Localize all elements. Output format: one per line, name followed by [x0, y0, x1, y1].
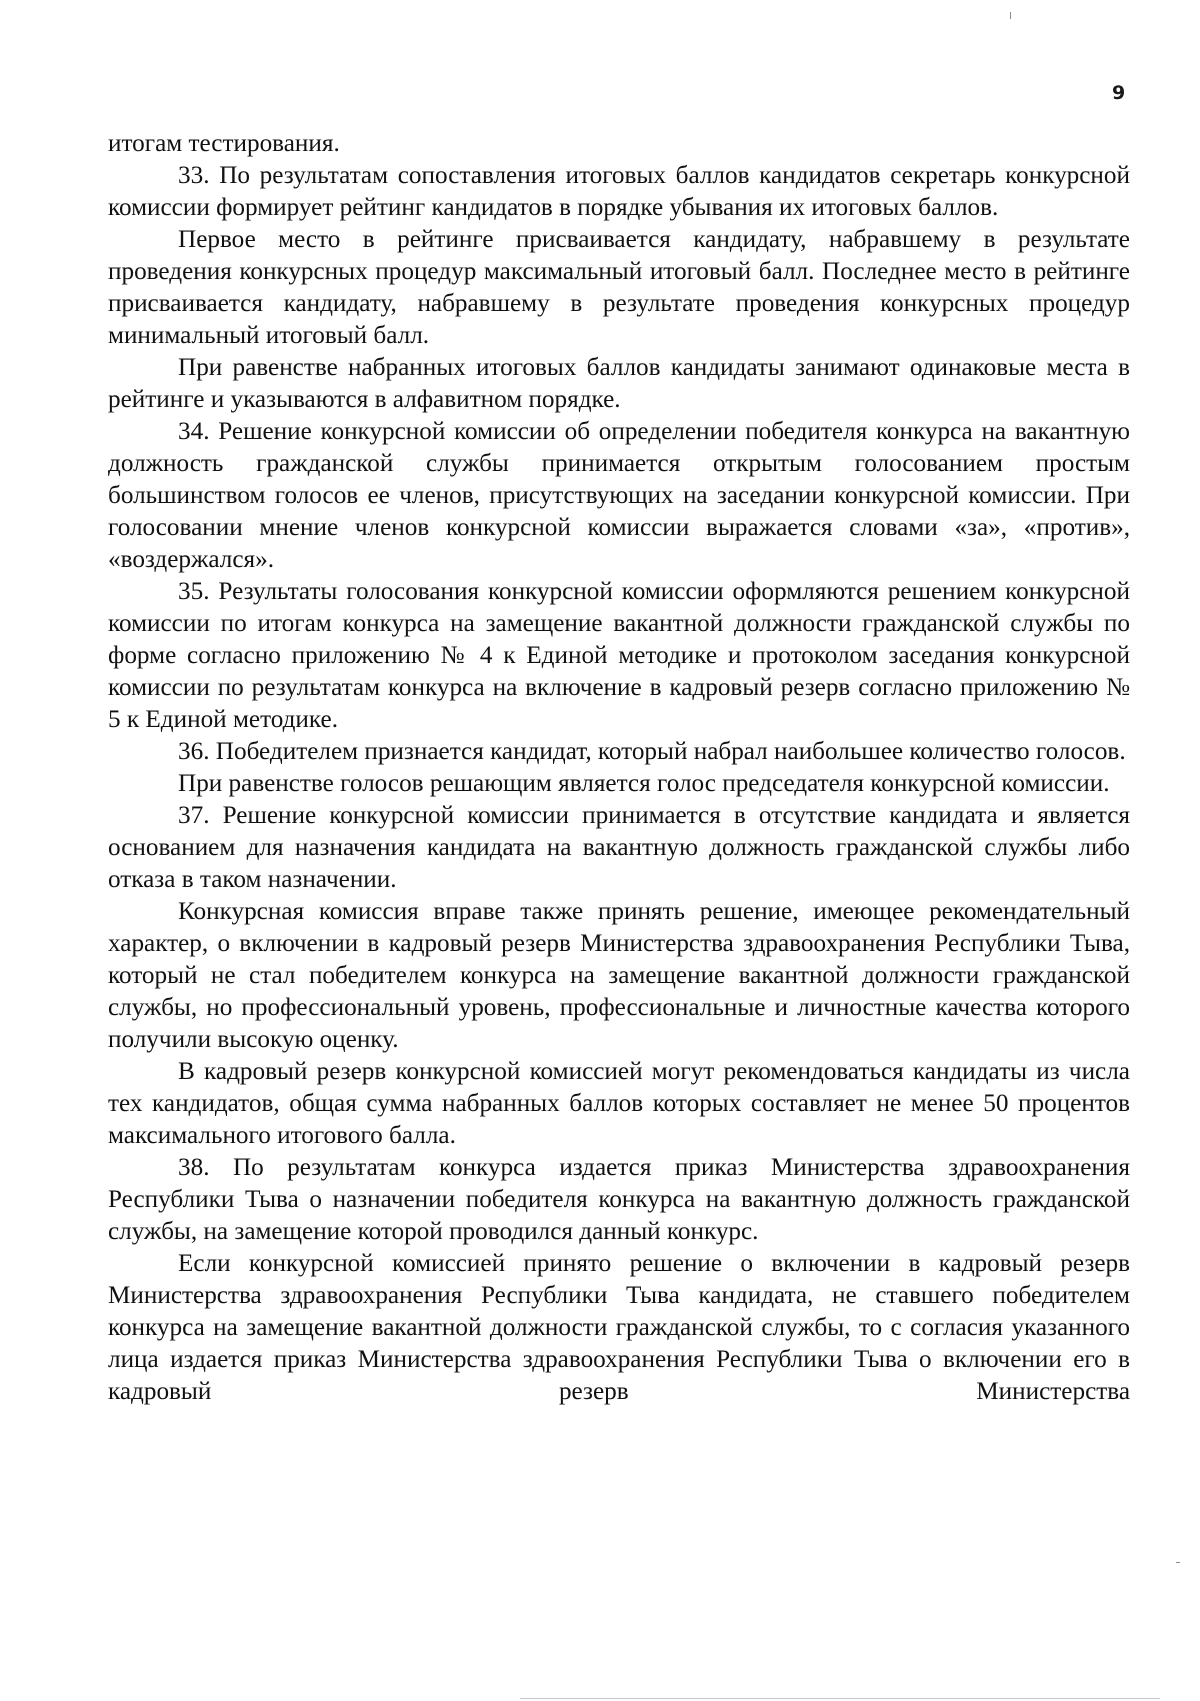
- page-number: 9: [1112, 82, 1126, 104]
- paragraph-rating-equal-scores: При равенстве набранных итоговых баллов кандидаты занимают одинаковые места в рейтинге и указываются в алфавитном порядке.: [108, 354, 1130, 413]
- paragraph-equal-votes: При равенстве голосов решающим является голос председателя конкурсной комиссии.: [178, 770, 1110, 797]
- paragraph-continuation: итогам тестирования.: [108, 130, 340, 157]
- paragraph-item-35: 35. Результаты голосования конкурсной комиссии оформляются решением конкурсной комиссии по итогам конкурса на замещение вакантной должности гражданской службы по форме согласно приложению № 4 к Единой методике и протоколом заседания конкурсной комиссии по результатам конкурса на включение в кадровый резерв согласно приложению № 5 к Единой методике.: [108, 578, 1130, 733]
- paragraph-item-34: 34. Решение конкурсной комиссии об определении победителя конкурса на вакантную должность гражданской службы принимается открытым голосованием простым большинством голосов ее членов, присутствующих на заседании конкурсной комиссии. При голосовании мнение членов конкурсной комиссии выражается словами «за», «против», «воздержался».: [108, 418, 1130, 573]
- scan-artifact-right-edge: [1176, 1562, 1180, 1563]
- scan-artifact-top-right: [1010, 12, 1011, 19]
- paragraph-item-33: 33. По результатам сопоставления итоговых баллов кандидатов секретарь конкурсной комиссии формирует рейтинг кандидатов в порядке убывания их итоговых баллов.: [108, 162, 1130, 221]
- scan-artifact-bottom-edge: [520, 1698, 1160, 1699]
- paragraph-reserve-order: Если конкурсной комиссией принято решение о включении в кадровый резерв Министерства здравоохранения Республики Тыва кандидата, не ставшего победителем конкурса на замещение вакантной должности гражданской службы, то с согласия указанного лица издается приказ Министерства здравоохранения Республики Тыва о включении его в кадровый резерв Министерства: [108, 1250, 1130, 1405]
- paragraph-reserve-threshold: В кадровый резерв конкурсной комиссией могут рекомендоваться кандидаты из числа тех кандидатов, общая сумма набранных баллов которых составляет не менее 50 процентов максимального итогового балла.: [108, 1058, 1130, 1149]
- paragraph-item-38: 38. По результатам конкурса издается приказ Министерства здравоохранения Республики Тыва о назначении победителя конкурса на вакантную должность гражданской службы, на замещение которой проводился данный конкурс.: [108, 1154, 1130, 1245]
- paragraph-rating-first-last: Первое место в рейтинге присваивается кандидату, набравшему в результате проведения конкурсных процедур максимальный итоговый балл. Последнее место в рейтинге присваивается кандидату, набравшему в результате проведения конкурсных процедур минимальный итоговый балл.: [108, 226, 1130, 349]
- paragraph-recommendation: Конкурсная комиссия вправе также принять решение, имеющее рекомендательный характер, о включении в кадровый резерв Министерства здравоохранения Республики Тыва, который не стал победителем конкурса на замещение вакантной должности гражданской службы, но профессиональный уровень, профессиональные и личностные качества которого получили высокую оценку.: [108, 898, 1130, 1053]
- paragraph-item-36: 36. Победителем признается кандидат, который набрал наибольшее количество голосов.: [178, 738, 1126, 765]
- document-body: [108, 128, 1130, 1408]
- paragraph-item-37: 37. Решение конкурсной комиссии принимается в отсутствие кандидата и является основанием для назначения кандидата на вакантную должность гражданской службы либо отказа в таком назначении.: [108, 802, 1130, 893]
